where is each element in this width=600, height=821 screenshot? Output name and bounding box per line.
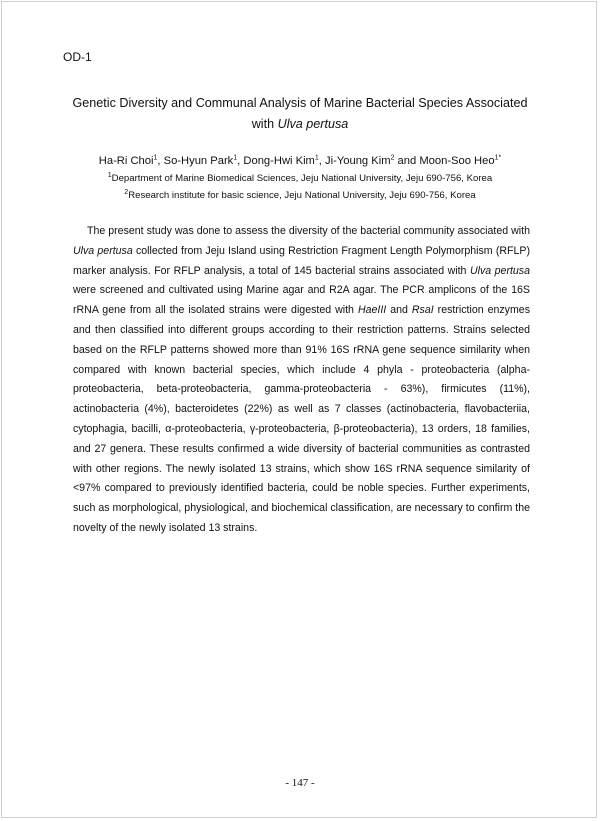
author-affiliation-mark: 1 (314, 154, 319, 162)
affiliation-2-mark: 2 (124, 188, 129, 196)
abstract-italic-term: Ulva pertusa (73, 244, 133, 257)
author-affiliation-mark: 2 (390, 154, 395, 162)
abstract-italic-term: HaeIII (357, 304, 387, 317)
affiliation-2-text: Research institute for basic science, Jeju National University, Jeju 690-756, Korea (128, 190, 476, 201)
author-affiliation-mark: 1 (233, 154, 238, 162)
author-separator: , (237, 155, 244, 167)
abstract-italic-term: Ulva pertusa (469, 264, 530, 277)
author-affiliation-mark: 1 (153, 154, 158, 162)
session-code: OD-1 (63, 50, 92, 64)
paper-title (60, 93, 540, 135)
author-list (60, 153, 540, 169)
title-line-1: Genetic Diversity and Communal Analysis of Marine Bacterial Species Associated (72, 96, 528, 110)
affiliation-1-mark: 1 (107, 171, 112, 179)
abstract-paragraph (73, 222, 530, 539)
abstract-text: restriction enzymes and then classified into different groups according to their restriction patterns. Strains selected based on the RFLP patterns showed more than 91% 16S rRNA gene sequence similarity when compared with known bacterial species, which include 4 phyla - proteobacteria (alpha-proteobacteria, beta-proteobacteria, gamma-proteobacteria - 63%), firmicutes (11%), actinobacteria (4%), bacteroidetes (22%) as well as 7 classes (actinobacteria, flavobacteriia, cytophagia, bacilli, α-proteobacteria, γ-proteobacteria, β-proteobacteria), 13 orders, 18 families, and 27 genera. These results confirmed a wide diversity of bacterial communities as contrasted with other regions. The newly isolated 13 strains, which show 16S rRNA sequence similarity of <97% compared to previously identified bacteria, could be noble species. Further experiments, such as morphological, physiological, and biochemical classification, are necessary to confirm the novelty of the newly isolated 13 strains. (73, 304, 530, 534)
author-affiliation-mark: 1* (494, 154, 502, 162)
abstract-text: and (386, 304, 412, 317)
affiliation-2 (60, 189, 540, 203)
title-species: Ulva pertusa (277, 117, 349, 131)
affiliation-1-text: Department of Marine Biomedical Sciences, Jeju National University, Jeju 690-756, Korea (111, 173, 493, 184)
author-name: Ha-Ri Choi (98, 155, 154, 167)
page-number: - 147 - (285, 777, 315, 789)
author-name: Dong-Hwi Kim (243, 155, 315, 167)
affiliation-1 (60, 172, 540, 186)
author-name: So-Hyun Park (163, 155, 234, 167)
author-separator: , (157, 155, 164, 167)
abstract-text: were screened and cultivated using Marine agar and R2A agar. The PCR amplicons of the 16S rRNA gene from all the isolated strains were digested with (73, 284, 530, 317)
author-separator: and (394, 155, 420, 167)
author-name: Moon-Soo Heo (419, 155, 495, 167)
title-line-2: with (251, 117, 278, 131)
abstract-text: collected from Jeju Island using Restriction Fragment Length Polymorphism (RFLP) marker analysis. For RFLP analysis, a total of 145 bacterial strains associated with (73, 244, 530, 277)
abstract-italic-term: RsaI (411, 304, 434, 317)
author-separator: , (318, 155, 326, 167)
abstract-text: The present study was done to assess the diversity of the bacterial community associated with (87, 225, 530, 237)
author-name: Ji-Young Kim (325, 155, 391, 167)
